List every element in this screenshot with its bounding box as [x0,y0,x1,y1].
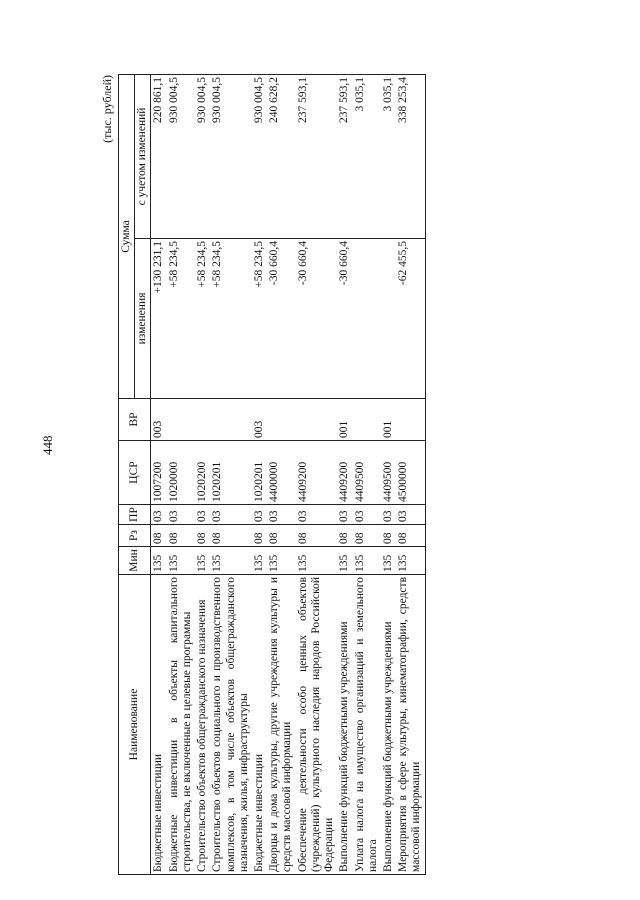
row-pr: 03 [195,505,210,525]
row-total: 930 004,5 [167,74,195,238]
page-number: 448 [40,435,55,455]
table-row [167,74,195,874]
row-name: Строительство объектов социального и производственного комплексов, в том числе объектов общегражданского назначения, жилья, инфраструктуры [210,575,252,875]
table-row [210,74,252,874]
row-vr [396,399,425,441]
row-vr [267,399,295,441]
table-row [252,74,267,874]
row-name: Строительство объектов общегражданского назначения [195,575,210,875]
row-rz: 08 [210,525,252,547]
row-vr: 003 [151,399,167,441]
row-pr: 03 [167,505,195,525]
row-change: -30 660,4 [337,239,352,399]
row-name: Бюджетные инвестиции в объекты капитального строительства, не включенные в целевые программы [167,575,195,875]
row-pr: 03 [296,505,338,525]
row-change [381,239,396,399]
row-total: 930 004,5 [210,74,252,238]
row-total: 930 004,5 [195,74,210,238]
table-body [151,74,425,874]
table-row [296,74,338,874]
row-csr: 4409200 [296,441,338,505]
row-min: 135 [252,547,267,575]
row-csr: 1020201 [252,441,267,505]
row-pr: 03 [381,505,396,525]
row-pr: 03 [267,505,295,525]
row-vr [167,399,195,441]
row-pr: 03 [151,505,167,525]
row-total: 3 035,1 [353,74,381,238]
row-min: 135 [195,547,210,575]
row-min: 135 [396,547,425,575]
row-min: 135 [337,547,352,575]
row-min: 135 [167,547,195,575]
row-rz: 08 [267,525,295,547]
row-vr: 001 [337,399,352,441]
row-name: Выполнение функций бюджетными учреждениями [381,575,396,875]
row-rz: 08 [167,525,195,547]
row-csr: 4400000 [267,441,295,505]
row-csr: 4500000 [396,441,425,505]
row-csr: 1020200 [195,441,210,505]
row-total: 237 593,1 [296,74,338,238]
row-min: 135 [296,547,338,575]
table-row [195,74,210,874]
row-min: 135 [151,547,167,575]
row-rz: 08 [353,525,381,547]
row-name: Выполнение функций бюджетными учреждениями [337,575,352,875]
row-change: +58 234,5 [210,239,252,399]
row-change: -62 455,5 [396,239,425,399]
units-label: (тыс. рублей) [100,75,114,143]
row-change: +130 231,1 [151,239,167,399]
row-rz: 08 [381,525,396,547]
row-vr [353,399,381,441]
row-vr [210,399,252,441]
row-rz: 08 [396,525,425,547]
header-sum: Сумма [119,74,135,398]
row-csr: 1020201 [210,441,252,505]
table-row [381,74,396,874]
row-min: 135 [353,547,381,575]
table-row [267,74,295,874]
budget-sheet [100,75,560,875]
row-name: Мероприятия в сфере культуры, кинематографии, средств массовой информации [396,575,425,875]
row-total: 237 593,1 [337,74,352,238]
row-total: 930 004,5 [252,74,267,238]
header-vr: ВР [119,399,151,441]
row-change: +58 234,5 [195,239,210,399]
row-name: Дворцы и дома культуры, другие учреждения культуры и средств массовой информации [267,575,295,875]
row-vr [296,399,338,441]
header-rz: Рз [119,525,151,547]
row-pr: 03 [353,505,381,525]
row-min: 135 [267,547,295,575]
row-change: -30 660,4 [267,239,295,399]
row-rz: 08 [151,525,167,547]
row-csr: 1020000 [167,441,195,505]
header-total: с учетом изменений [135,74,151,238]
header-name: Наименование [119,575,151,875]
row-change [353,239,381,399]
table-row [337,74,352,874]
header-change: изменения [135,239,151,399]
row-csr: 1007200 [151,441,167,505]
row-vr: 003 [252,399,267,441]
row-csr: 4409500 [353,441,381,505]
row-min: 135 [210,547,252,575]
row-total: 240 628,2 [267,74,295,238]
row-name: Обеспечение деятельности особо ценных объектов (учреждений) культурного наследия народов Российской Федерации [296,575,338,875]
row-pr: 03 [252,505,267,525]
budget-table [118,74,426,875]
row-csr: 4409500 [381,441,396,505]
row-name: Уплата налога на имущество организаций и земельного налога [353,575,381,875]
header-min: Мин [119,547,151,575]
row-total: 3 035,1 [381,74,396,238]
table-row [396,74,425,874]
row-min: 135 [381,547,396,575]
row-change: +58 234,5 [252,239,267,399]
row-change: -30 660,4 [296,239,338,399]
row-total: 220 861,1 [151,74,167,238]
row-rz: 08 [252,525,267,547]
row-change: +58 234,5 [167,239,195,399]
row-name: Бюджетные инвестиции [252,575,267,875]
header-csr: ЦСР [119,441,151,505]
row-rz: 08 [337,525,352,547]
row-pr: 03 [210,505,252,525]
row-csr: 4409200 [337,441,352,505]
row-rz: 08 [296,525,338,547]
header-pr: ПР [119,505,151,525]
row-name: Бюджетные инвестиции [151,575,167,875]
row-total: 338 253,4 [396,74,425,238]
row-pr: 03 [337,505,352,525]
row-vr [195,399,210,441]
row-vr: 001 [381,399,396,441]
table-row [353,74,381,874]
row-rz: 08 [195,525,210,547]
row-pr: 03 [396,505,425,525]
table-row [151,74,167,874]
